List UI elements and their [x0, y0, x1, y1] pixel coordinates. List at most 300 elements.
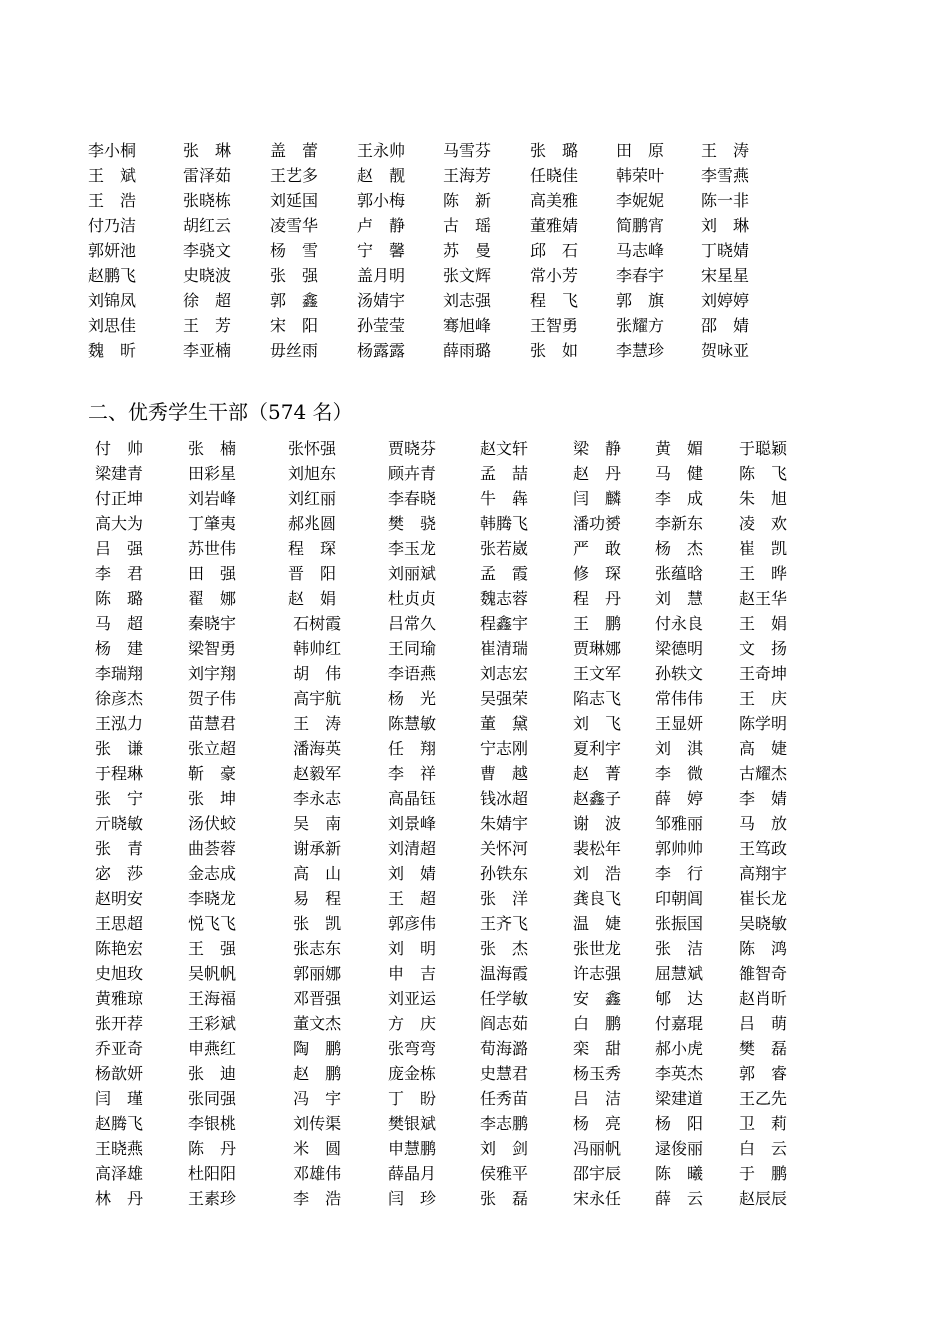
name-cell: 宁 馨 [357, 241, 406, 260]
name-cell: 闫 麟 [573, 489, 622, 508]
name-cell: 张 楠 [188, 439, 237, 458]
name-cell: 刘 慧 [655, 589, 704, 608]
name-row [88, 138, 778, 163]
name-cell: 贾晓芬 [388, 439, 437, 458]
name-cell: 严 敢 [573, 539, 622, 558]
name-cell: 陷志飞 [573, 689, 622, 708]
name-cell: 郭妍池 [88, 241, 137, 260]
name-row [95, 1036, 805, 1061]
name-cell: 于聪颖 [739, 439, 788, 458]
name-cell: 吴强荣 [480, 689, 529, 708]
name-cell: 李亚楠 [183, 341, 232, 360]
name-cell: 王 芳 [183, 316, 232, 335]
name-cell: 邹雅丽 [655, 814, 704, 833]
name-row [95, 686, 805, 711]
name-cell: 朱 旭 [739, 489, 788, 508]
name-row [95, 1136, 805, 1161]
name-cell: 崔长龙 [739, 889, 788, 908]
name-cell: 马 超 [95, 614, 144, 633]
name-cell: 杨 杰 [655, 539, 704, 558]
name-cell: 张 磊 [480, 1189, 529, 1208]
name-cell: 张开荐 [95, 1014, 144, 1033]
name-row [95, 861, 805, 886]
name-cell: 高大为 [95, 514, 144, 533]
name-row [88, 288, 778, 313]
name-cell: 赵明安 [95, 889, 144, 908]
name-cell: 张晓栋 [183, 191, 232, 210]
name-cell: 陈 璐 [95, 589, 144, 608]
name-cell: 赵 丹 [573, 464, 622, 483]
name-cell: 程 飞 [530, 291, 579, 310]
name-cell: 韩腾飞 [480, 514, 529, 533]
name-cell: 李妮妮 [616, 191, 665, 210]
name-cell: 郇 达 [655, 989, 704, 1008]
name-cell: 李 成 [655, 489, 704, 508]
name-cell: 李 浩 [288, 1189, 342, 1208]
name-row [88, 163, 778, 188]
name-cell: 黄雅琼 [95, 989, 144, 1008]
name-cell: 苗慧君 [188, 714, 237, 733]
name-cell: 于 鹏 [739, 1164, 788, 1183]
name-cell: 张 璐 [530, 141, 579, 160]
name-cell: 秦晓宇 [188, 614, 237, 633]
name-cell: 简鹏宵 [616, 216, 665, 235]
name-cell: 逯俊丽 [655, 1139, 704, 1158]
name-cell: 杨 建 [95, 639, 144, 658]
name-cell: 于程琳 [95, 764, 144, 783]
name-cell: 赵肖昕 [739, 989, 788, 1008]
name-cell: 雒智奇 [739, 964, 788, 983]
name-cell: 刘 琳 [701, 216, 750, 235]
name-cell: 骞旭峰 [443, 316, 492, 335]
name-cell: 王 娟 [739, 614, 788, 633]
name-cell: 李雪燕 [701, 166, 750, 185]
name-cell: 邵宇辰 [573, 1164, 622, 1183]
name-cell: 杨 亮 [573, 1114, 622, 1133]
name-row [88, 338, 778, 363]
name-cell: 亓晓敏 [95, 814, 144, 833]
name-cell: 曹 越 [480, 764, 529, 783]
name-cell: 李英杰 [655, 1064, 704, 1083]
name-cell: 赵 靓 [357, 166, 406, 185]
name-cell: 屈慧斌 [655, 964, 704, 983]
name-cell: 杨歆妍 [95, 1064, 144, 1083]
name-cell: 孟 喆 [480, 464, 529, 483]
name-row [88, 188, 778, 213]
name-cell: 韩荣叶 [616, 166, 665, 185]
name-cell: 贺子伟 [188, 689, 237, 708]
name-cell: 王素珍 [188, 1189, 237, 1208]
name-cell: 赵 娟 [288, 589, 337, 608]
name-cell: 付乃洁 [88, 216, 137, 235]
name-cell: 王 超 [388, 889, 437, 908]
name-cell: 王晓燕 [95, 1139, 144, 1158]
name-cell: 贾琳娜 [573, 639, 622, 658]
name-cell: 马 健 [655, 464, 704, 483]
name-cell: 凌雪华 [270, 216, 319, 235]
name-cell: 靳 豪 [188, 764, 237, 783]
name-cell: 董雅婧 [530, 216, 579, 235]
name-cell: 王 浩 [88, 191, 137, 210]
name-cell: 张世龙 [573, 939, 622, 958]
name-cell: 吴帆帆 [188, 964, 237, 983]
name-cell: 潘海英 [288, 739, 342, 758]
name-cell: 庞金栋 [388, 1064, 437, 1083]
name-cell: 毋丝雨 [270, 341, 319, 360]
name-cell: 张 洋 [480, 889, 529, 908]
name-cell: 盖月明 [357, 266, 406, 285]
name-cell: 王智勇 [530, 316, 579, 335]
name-cell: 张 凯 [288, 914, 342, 933]
name-cell: 白 云 [739, 1139, 788, 1158]
name-cell: 丁晓婧 [701, 241, 750, 260]
name-cell: 高泽雄 [95, 1164, 144, 1183]
name-cell: 张弯弯 [388, 1039, 437, 1058]
name-cell: 薛雨璐 [443, 341, 492, 360]
name-cell: 闫 珍 [388, 1189, 437, 1208]
name-cell: 林 丹 [95, 1189, 144, 1208]
name-cell: 李春晓 [388, 489, 437, 508]
name-cell: 赵鹏飞 [88, 266, 137, 285]
name-cell: 邵 婧 [701, 316, 750, 335]
name-cell: 高宇航 [288, 689, 342, 708]
name-cell: 郭丽娜 [288, 964, 342, 983]
name-cell: 白 鹏 [573, 1014, 622, 1033]
name-cell: 梁德明 [655, 639, 704, 658]
name-cell: 李晓龙 [188, 889, 237, 908]
name-cell: 王齐飞 [480, 914, 529, 933]
name-row [88, 263, 778, 288]
name-cell: 孙莹莹 [357, 316, 406, 335]
name-cell: 吴晓敏 [739, 914, 788, 933]
name-cell: 田 原 [616, 141, 665, 160]
name-cell: 张耀方 [616, 316, 665, 335]
name-cell: 印朝阊 [655, 889, 704, 908]
name-cell: 高 婕 [739, 739, 788, 758]
name-cell: 付正坤 [95, 489, 144, 508]
name-cell: 张蕴晗 [655, 564, 704, 583]
name-cell: 李语燕 [388, 664, 437, 683]
name-cell: 刘清超 [388, 839, 437, 858]
name-row [88, 313, 778, 338]
name-cell: 朱婧宇 [480, 814, 529, 833]
name-cell: 邓晋强 [288, 989, 342, 1008]
name-cell: 刘思佳 [88, 316, 137, 335]
name-cell: 孙铁东 [480, 864, 529, 883]
name-cell: 刘岩峰 [188, 489, 237, 508]
name-cell: 陈 曦 [655, 1164, 704, 1183]
name-cell: 陈学明 [739, 714, 788, 733]
name-cell: 乔亚奇 [95, 1039, 144, 1058]
name-row [88, 213, 778, 238]
name-cell: 丁 盼 [388, 1089, 437, 1108]
name-cell: 张立超 [188, 739, 237, 758]
name-cell: 刘 婧 [388, 864, 437, 883]
name-cell: 钱冰超 [480, 789, 529, 808]
name-cell: 龚良飞 [573, 889, 622, 908]
name-cell: 张同强 [188, 1089, 237, 1108]
name-cell: 李 君 [95, 564, 144, 583]
name-cell: 马雪芬 [443, 141, 492, 160]
name-cell: 刘红丽 [288, 489, 337, 508]
name-cell: 胡 伟 [288, 664, 342, 683]
name-cell: 金志成 [188, 864, 237, 883]
name-row [95, 486, 805, 511]
name-cell: 樊 磊 [739, 1039, 788, 1058]
name-cell: 梁智勇 [188, 639, 237, 658]
name-cell: 王 庆 [739, 689, 788, 708]
name-cell: 王思超 [95, 914, 144, 933]
name-cell: 薛晶月 [388, 1164, 437, 1183]
name-row [95, 1161, 805, 1186]
name-cell: 张怀强 [288, 439, 337, 458]
name-cell: 邓雄伟 [288, 1164, 342, 1183]
name-cell: 孙轶文 [655, 664, 704, 683]
name-cell: 崔 凯 [739, 539, 788, 558]
name-cell: 冯 宇 [288, 1089, 342, 1108]
name-cell: 李 微 [655, 764, 704, 783]
name-cell: 韩帅红 [288, 639, 342, 658]
name-cell: 刘 浩 [573, 864, 622, 883]
name-cell: 李慧珍 [616, 341, 665, 360]
name-cell: 刘传渠 [288, 1114, 342, 1133]
name-row [95, 836, 805, 861]
name-cell: 董 黛 [480, 714, 529, 733]
name-cell: 张志东 [288, 939, 342, 958]
name-cell: 王永帅 [357, 141, 406, 160]
name-cell: 王 斌 [88, 166, 137, 185]
name-cell: 任秀苗 [480, 1089, 529, 1108]
name-cell: 张文辉 [443, 266, 492, 285]
name-row [95, 986, 805, 1011]
name-cell: 晋 阳 [288, 564, 337, 583]
name-row [88, 238, 778, 263]
name-cell: 汤伏蛟 [188, 814, 237, 833]
name-cell: 梁 静 [573, 439, 622, 458]
name-cell: 吕 萌 [739, 1014, 788, 1033]
name-cell: 郭 旗 [616, 291, 665, 310]
name-cell: 古耀杰 [739, 764, 788, 783]
name-cell: 陈艳宏 [95, 939, 144, 958]
name-cell: 王文军 [573, 664, 622, 683]
name-cell: 宋星星 [701, 266, 750, 285]
name-row [95, 511, 805, 536]
name-row [95, 811, 805, 836]
name-cell: 阎志茹 [480, 1014, 529, 1033]
name-cell: 盖 蕾 [270, 141, 319, 160]
name-cell: 刘志宏 [480, 664, 529, 683]
name-list-section-1 [88, 138, 778, 363]
name-cell: 陈一非 [701, 191, 750, 210]
name-cell: 王海福 [188, 989, 237, 1008]
name-cell: 宁志刚 [480, 739, 529, 758]
name-cell: 温 婕 [573, 914, 622, 933]
name-cell: 修 琛 [573, 564, 622, 583]
name-cell: 赵毅军 [288, 764, 342, 783]
name-cell: 方 庆 [388, 1014, 437, 1033]
name-cell: 史旭玫 [95, 964, 144, 983]
name-row [95, 536, 805, 561]
name-cell: 王奇坤 [739, 664, 788, 683]
name-cell: 梁建青 [95, 464, 144, 483]
name-cell: 王乙先 [739, 1089, 788, 1108]
name-cell: 史晓波 [183, 266, 232, 285]
name-cell: 郝小虎 [655, 1039, 704, 1058]
name-cell: 张 如 [530, 341, 579, 360]
name-cell: 吕常久 [388, 614, 437, 633]
name-cell: 王海芳 [443, 166, 492, 185]
name-cell: 杨露露 [357, 341, 406, 360]
name-cell: 闫 瑾 [95, 1089, 144, 1108]
name-cell: 吕 强 [95, 539, 144, 558]
name-cell: 杜阳阳 [188, 1164, 237, 1183]
name-cell: 李 婧 [739, 789, 788, 808]
name-cell: 李新东 [655, 514, 704, 533]
name-row [95, 561, 805, 586]
name-cell: 赵鑫子 [573, 789, 622, 808]
name-cell: 申燕红 [188, 1039, 237, 1058]
name-cell: 刘婷婷 [701, 291, 750, 310]
name-cell: 王 晔 [739, 564, 788, 583]
name-cell: 刘 飞 [573, 714, 622, 733]
name-cell: 郭 鑫 [270, 291, 319, 310]
name-cell: 赵文轩 [480, 439, 529, 458]
name-row [95, 761, 805, 786]
name-cell: 郭帅帅 [655, 839, 704, 858]
name-cell: 任学敏 [480, 989, 529, 1008]
name-cell: 悦飞飞 [188, 914, 237, 933]
name-row [95, 786, 805, 811]
name-cell: 许志强 [573, 964, 622, 983]
name-cell: 张 琳 [183, 141, 232, 160]
name-cell: 高美雅 [530, 191, 579, 210]
name-cell: 栾 甜 [573, 1039, 622, 1058]
name-cell: 王艺多 [270, 166, 319, 185]
name-cell: 郭小梅 [357, 191, 406, 210]
name-cell: 马 放 [739, 814, 788, 833]
name-cell: 李 祥 [388, 764, 437, 783]
name-cell: 雷泽茹 [183, 166, 232, 185]
name-cell: 丁肇夷 [188, 514, 237, 533]
name-cell: 王 鹏 [573, 614, 622, 633]
name-cell: 田 强 [188, 564, 237, 583]
name-cell: 翟 娜 [188, 589, 237, 608]
name-cell: 陈 丹 [188, 1139, 237, 1158]
name-cell: 古 瑶 [443, 216, 492, 235]
name-cell: 郭 睿 [739, 1064, 788, 1083]
name-cell: 梁建道 [655, 1089, 704, 1108]
name-cell: 程 琛 [288, 539, 337, 558]
name-cell: 申慧鹏 [388, 1139, 437, 1158]
name-cell: 卢 静 [357, 216, 406, 235]
name-cell: 高 山 [288, 864, 342, 883]
name-cell: 潘功赟 [573, 514, 622, 533]
name-cell: 徐彦杰 [95, 689, 144, 708]
name-row [95, 636, 805, 661]
name-cell: 张 迪 [188, 1064, 237, 1083]
name-cell: 曲荟蓉 [188, 839, 237, 858]
name-cell: 史慧君 [480, 1064, 529, 1083]
name-cell: 邱 石 [530, 241, 579, 260]
name-cell: 薛 婷 [655, 789, 704, 808]
name-cell: 凌 欢 [739, 514, 788, 533]
name-cell: 李 行 [655, 864, 704, 883]
name-cell: 易 程 [288, 889, 342, 908]
name-cell: 关怀河 [480, 839, 529, 858]
name-cell: 陶 鹏 [288, 1039, 342, 1058]
name-cell: 张 谦 [95, 739, 144, 758]
name-cell: 魏 昕 [88, 341, 137, 360]
name-cell: 安 鑫 [573, 989, 622, 1008]
section-heading-outstanding-cadres: 二、优秀学生干部（574 名） [88, 400, 353, 424]
name-cell: 杨玉秀 [573, 1064, 622, 1083]
name-cell: 李永志 [288, 789, 342, 808]
name-cell: 刘旭东 [288, 464, 337, 483]
name-cell: 陈慧敏 [388, 714, 437, 733]
name-cell: 文 扬 [739, 639, 788, 658]
name-cell: 杨 阳 [655, 1114, 704, 1133]
name-cell: 汤婧宇 [357, 291, 406, 310]
name-cell: 谢承新 [288, 839, 342, 858]
name-cell: 黄 媚 [655, 439, 704, 458]
name-cell: 高翔宇 [739, 864, 788, 883]
name-cell: 王笃政 [739, 839, 788, 858]
name-row [95, 961, 805, 986]
name-cell: 薛 云 [655, 1189, 704, 1208]
name-cell: 赵辰辰 [739, 1189, 788, 1208]
name-cell: 王泓力 [95, 714, 144, 733]
name-cell: 侯雅平 [480, 1164, 529, 1183]
name-cell: 樊银斌 [388, 1114, 437, 1133]
name-cell: 苏 曼 [443, 241, 492, 260]
name-cell: 常伟伟 [655, 689, 704, 708]
name-cell: 陈 飞 [739, 464, 788, 483]
name-cell: 魏志蓉 [480, 589, 529, 608]
name-cell: 吴 南 [288, 814, 342, 833]
name-cell: 孟 霞 [480, 564, 529, 583]
name-cell: 樊 骁 [388, 514, 437, 533]
name-cell: 刘锦凤 [88, 291, 137, 310]
name-cell: 张 坤 [188, 789, 237, 808]
name-cell: 程 丹 [573, 589, 622, 608]
name-cell: 张振国 [655, 914, 704, 933]
name-cell: 李春宇 [616, 266, 665, 285]
name-cell: 付永良 [655, 614, 704, 633]
name-cell: 郭彦伟 [388, 914, 437, 933]
name-row [95, 1011, 805, 1036]
name-cell: 石树霞 [288, 614, 342, 633]
name-cell: 任晓佳 [530, 166, 579, 185]
name-row [95, 661, 805, 686]
name-row [95, 461, 805, 486]
name-cell: 杜贞贞 [388, 589, 437, 608]
name-cell: 王 强 [188, 939, 237, 958]
name-row [95, 736, 805, 761]
name-cell: 张 强 [270, 266, 319, 285]
name-cell: 吕 洁 [573, 1089, 622, 1108]
name-cell: 高晶钰 [388, 789, 437, 808]
name-cell: 程鑫宇 [480, 614, 529, 633]
name-cell: 刘丽斌 [388, 564, 437, 583]
name-row [95, 1186, 805, 1211]
name-row [95, 936, 805, 961]
name-cell: 夏利宇 [573, 739, 622, 758]
name-cell: 李银桃 [188, 1114, 237, 1133]
name-cell: 刘志强 [443, 291, 492, 310]
name-cell: 郝兆圆 [288, 514, 337, 533]
name-row [95, 611, 805, 636]
name-cell: 王显妍 [655, 714, 704, 733]
